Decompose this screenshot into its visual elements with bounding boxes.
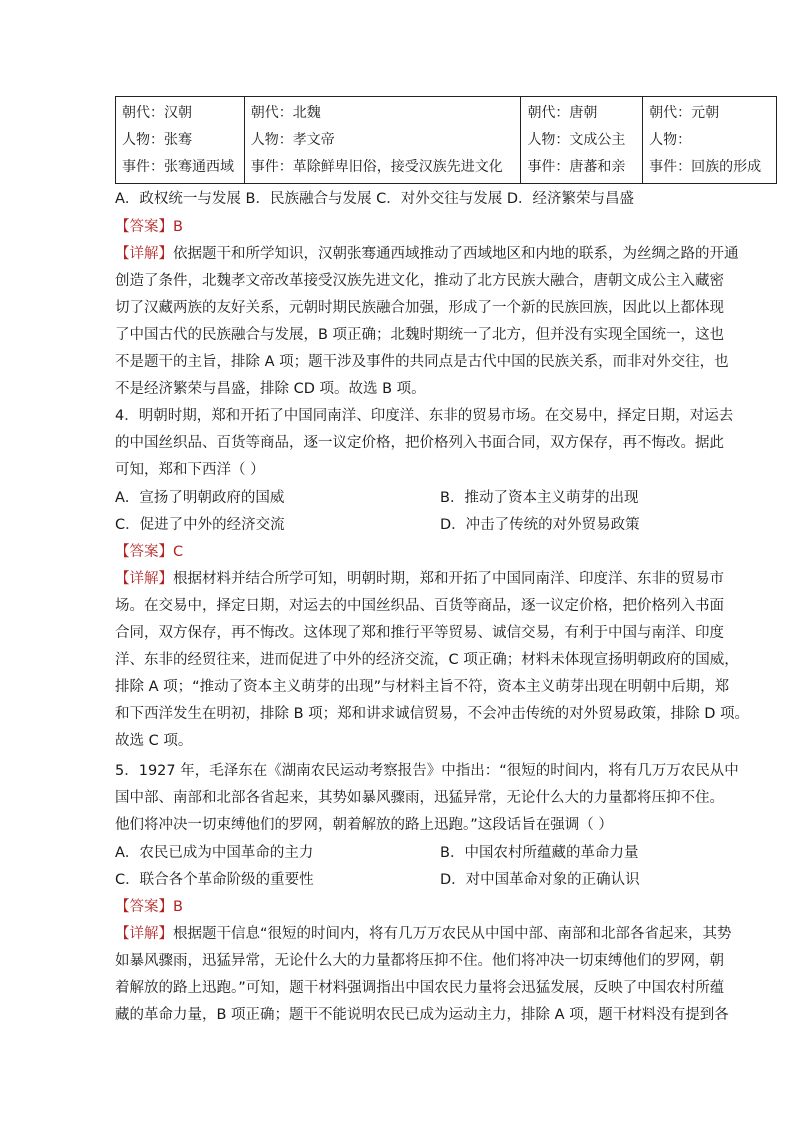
table-cell-line: 朝代：北魏	[250, 105, 321, 121]
table-cell-line: 朝代：元朝	[649, 105, 720, 121]
q4-explain-line-5: 排除 A 项；“推动了资本主义萌芽的出现”与材料主旨不符，资本主义萌芽出现在明朝中后期，郑	[115, 679, 730, 695]
table-cell-line: 人物：孝文帝	[250, 132, 335, 148]
q5-option-b: B．中国农村所蕴藏的革命力量	[440, 845, 639, 861]
answer-value: B	[173, 899, 183, 915]
q4-stem-line-1: 4．明朝时期，郑和开拓了中国同南洋、印度洋、东非的贸易市场。在交易中，择定日期，对运去	[115, 408, 734, 424]
answer-tag: 【答案】	[115, 544, 173, 560]
q4-explain-line-3: 合同，双方保存，再不悔改。这体现了郑和推行平等贸易、诚信交易，有利于中国与南洋、印度	[115, 625, 724, 641]
q4-explain-line-1	[115, 569, 724, 589]
explain-text: 依据题干和所学知识，汉朝张骞通西域推动了西域地区和内地的联系，为丝绸之路的开通	[173, 246, 739, 262]
table-cell-beiwei	[244, 97, 521, 184]
q4-explain-line-2: 场。在交易中，择定日期，对运去的中国丝织品、百货等商品，逐一议定价格，把价格列入书面	[115, 598, 724, 614]
q3-explain-line-2: 创造了条件，北魏孝文帝改革接受汉族先进文化，推动了北方民族大融合，唐朝文成公主入藏密	[115, 273, 724, 289]
table-cell-line: 朝代：汉朝	[122, 105, 192, 121]
q5-answer	[115, 897, 183, 917]
q5-option-a: A．农民已成为中国革命的主力	[115, 845, 314, 861]
q5-option-c: C．联合各个革命阶级的重要性	[115, 872, 314, 888]
table-cell-line: 事件：唐蕃和亲	[527, 159, 626, 175]
q4-option-b: B．推动了资本主义萌芽的出现	[440, 490, 639, 506]
q5-explain-line-3: 着解放的路上迅跑。”可知，题干材料强调指出中国农民力量将会迅猛发展，反映了中国农村所蕴	[115, 980, 725, 996]
q5-stem-line-3: 他们将冲决一切束缚他们的罗网，朝着解放的路上迅跑。”这段话旨在强调（ ）	[115, 817, 613, 833]
table-cell-line: 人物：张骞	[122, 132, 192, 148]
answer-tag: 【答案】	[115, 219, 173, 235]
answer-value: C	[173, 544, 184, 560]
q5-explain-line-4: 藏的革命力量，B 项正确；题干不能说明农民已成为运动主力，排除 A 项，题干材料没有提到各	[115, 1007, 729, 1023]
explain-tag: 【详解】	[115, 246, 173, 262]
q4-explain-line-7: 故选 C 项。	[115, 733, 193, 749]
table-cell-line: 事件：张骞通西域	[122, 159, 234, 175]
q5-stem-line-1: 5．1927 年，毛泽东在《湖南农民运动考察报告》中指出：“很短的时间内，将有几万万农民从中	[115, 763, 739, 779]
q4-option-d: D．冲击了传统的对外贸易政策	[440, 517, 640, 533]
explain-text: 根据材料并结合所学可知，明朝时期，郑和开拓了中国同南洋、印度洋、东非的贸易市	[173, 571, 724, 587]
q5-option-d: D．对中国革命对象的正确认识	[440, 872, 640, 888]
q4-explain-line-6: 和下西洋发生在明初，排除 B 项；郑和讲求诚信贸易，不会冲击传统的对外贸易政策，排除 D 项。	[115, 706, 750, 722]
q3-explain-line-3: 切了汉藏两族的友好关系，元朝时期民族融合加强，形成了一个新的民族回族，因此以上都体现	[115, 300, 724, 316]
answer-tag: 【答案】	[115, 899, 173, 915]
q3-explain-line-5: 不是题干的主旨，排除 A 项；题干涉及事件的共同点是古代中国的民族关系，而非对外交往，也	[115, 354, 729, 370]
table-cell-line: 事件：革除鲜卑旧俗，接受汉族先进文化	[250, 159, 503, 175]
q3-explain-line-6: 不是经济繁荣与昌盛，排除 CD 项。故选 B 项。	[115, 381, 426, 397]
q3-explain-line-1	[115, 244, 739, 264]
q4-option-c: C．促进了中外的经济交流	[115, 517, 285, 533]
table-cell-han	[116, 97, 245, 184]
q4-answer	[115, 542, 183, 562]
q5-stem-line-2: 国中部、南部和北部各省起来，其势如暴风骤雨，迅猛异常，无论什么大的力量都将压抑不住。	[115, 790, 724, 806]
dynasty-table	[115, 96, 777, 184]
table-cell-line: 人物：文成公主	[527, 132, 626, 148]
table-cell-tang	[521, 97, 643, 184]
answer-value: B	[173, 219, 183, 235]
q5-explain-line-1	[115, 924, 732, 944]
table-cell-line: 人物：	[649, 132, 692, 148]
q5-explain-line-2: 如暴风骤雨，迅猛异常，无论什么大的力量都将压抑不住。他们将冲决一切束缚他们的罗网，朝	[115, 953, 724, 969]
q3-explain-line-4: 了中国古代的民族融合与发展，B 项正确；北魏时期统一了北方，但并没有实现全国统一，这也	[115, 327, 725, 343]
explain-text: 根据题干信息“很短的时间内，将有几万万农民从中国中部、南部和北部各省起来，其势	[173, 926, 732, 942]
explain-tag: 【详解】	[115, 926, 173, 942]
q3-options: A．政权统一与发展 B．民族融合与发展 C．对外交往与发展 D．经济繁荣与昌盛	[115, 191, 634, 207]
q4-stem-line-3: 可知，郑和下西洋（ ）	[115, 462, 265, 478]
explain-tag: 【详解】	[115, 571, 173, 587]
q4-option-a: A．宣扬了明朝政府的国威	[115, 490, 285, 506]
table-cell-line: 朝代：唐朝	[527, 105, 598, 121]
table-cell-line: 事件：回族的形成	[649, 159, 762, 175]
table-cell-yuan	[643, 97, 777, 184]
q3-answer	[115, 217, 183, 237]
q4-explain-line-4: 洋、东非的经贸往来，进而促进了中外的经济交流，C 项正确；材料未体现宣扬明朝政府的国威，	[115, 652, 739, 668]
q4-stem-line-2: 的中国丝织品、百货等商品，逐一议定价格，把价格列入书面合同，双方保存，再不悔改。据此	[115, 435, 724, 451]
